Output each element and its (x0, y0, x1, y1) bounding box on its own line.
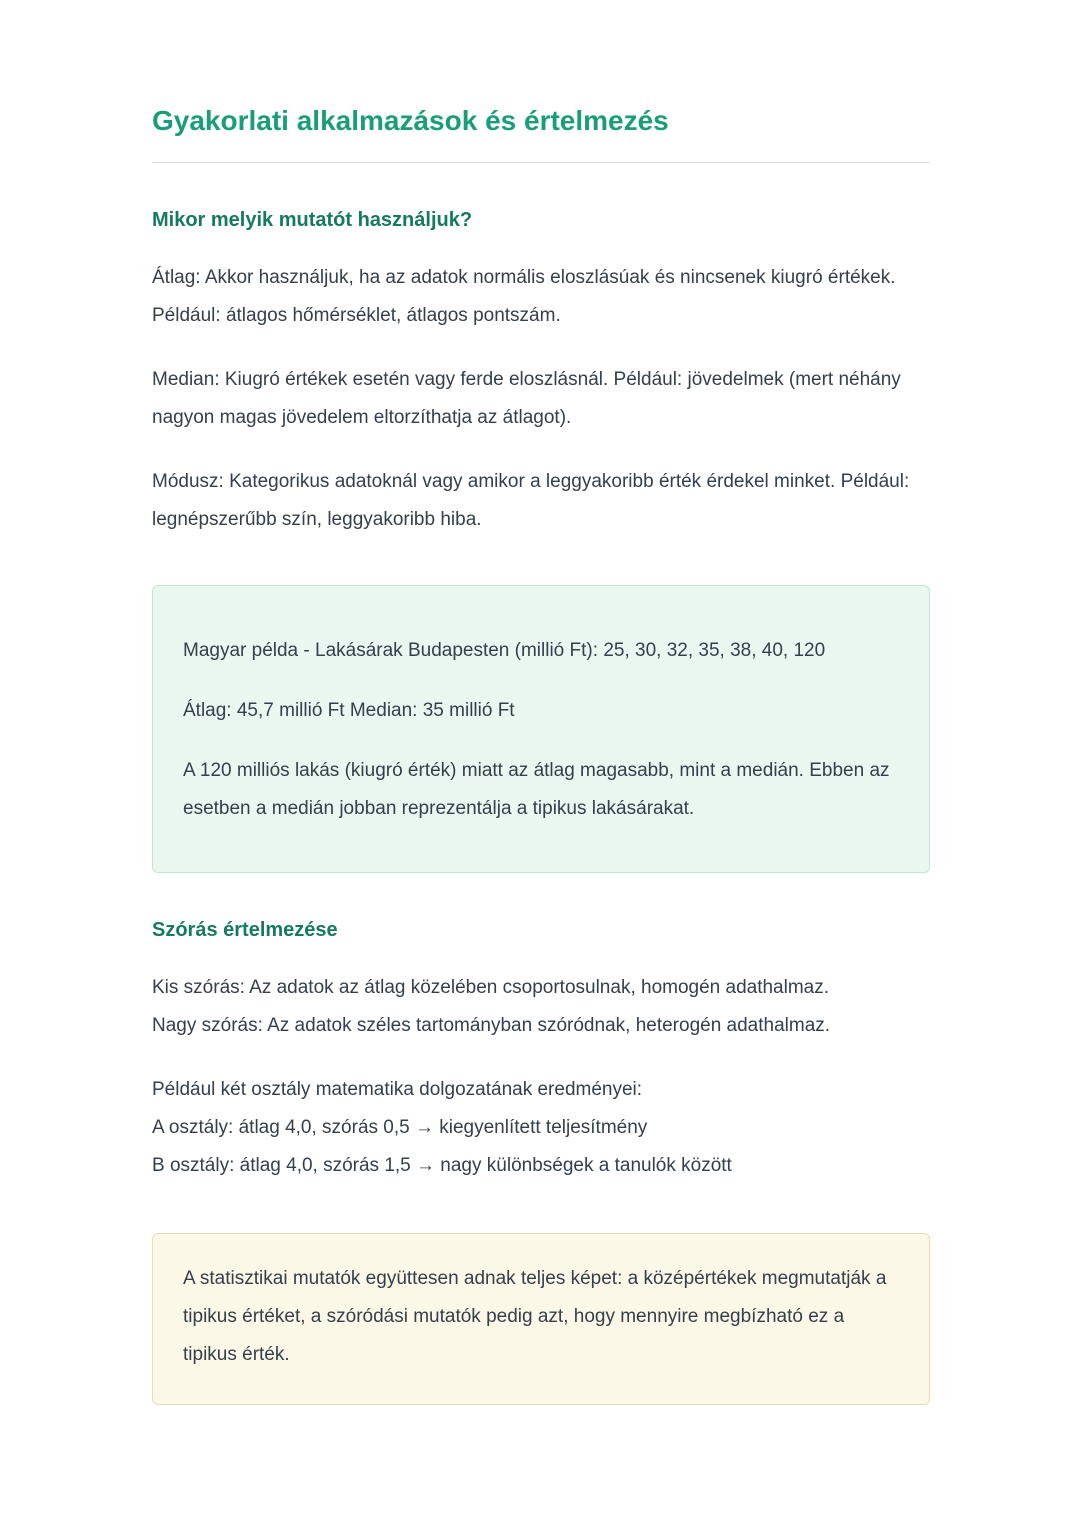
example-results (183, 692, 899, 730)
note-box (152, 1233, 930, 1405)
example-box (152, 585, 930, 873)
section-heading-usage: Mikor melyik mutatót használjuk? (152, 208, 473, 231)
pelda-intro-line: Például két osztály matematika dolgozatának eredményei: (152, 1078, 643, 1100)
nagy-szoras-line: Nagy szórás: Az adatok széles tartományban szóródnak, heterogén adathalmaz. (152, 1014, 831, 1036)
page-title: Gyakorlati alkalmazások és értelmezés (152, 105, 669, 136)
example-explanation-line-2: Ebben az esetben a medián jobban reprezentálja a tipikus lakásárakat. (183, 759, 890, 819)
example-explanation (183, 752, 899, 828)
paragraph-szoras-types (152, 969, 930, 1045)
a-osztaly-line: A osztály: átlag 4,0, szórás 0,5 → kiegyenlített teljesítmény (152, 1116, 648, 1138)
example-intro (183, 632, 899, 670)
example-explanation-line-1: A 120 milliós lakás (kiugró érték) miatt az átlag magasabb, mint a medián. (183, 759, 804, 781)
note-text: A statisztikai mutatók együttesen adnak teljes képet: a középértékek megmutatják a tipikus értéket, a szóródási mutatók pedig azt, hogy mennyire megbízható ez a tipikus érték. (183, 1267, 887, 1365)
example-median-line: Median: 35 millió Ft (349, 699, 515, 721)
paragraph-median: Median: Kiugró értékek esetén vagy ferde eloszlásnál. Például: jövedelmek (mert néhány nagyon magas jövedelem eltorzíthatja az átlagot). (152, 368, 901, 428)
example-atlag-line: Átlag: 45,7 millió Ft (183, 699, 345, 721)
example-values-line: 25, 30, 32, 35, 38, 40, 120 (603, 639, 826, 661)
paragraph-atlag: Átlag: Akkor használjuk, ha az adatok normális eloszlásúak és nincsenek kiugró értékek. Például: átlagos hőmérséklet, átlagos pontszám. (152, 266, 896, 326)
paragraph-osztaly-pelda (152, 1071, 930, 1185)
section-heading-szoras: Szórás értelmezése (152, 918, 338, 941)
example-title-line: Magyar példa - Lakásárak Budapesten (millió Ft): (183, 639, 599, 661)
b-osztaly-line: B osztály: átlag 4,0, szórás 1,5 → nagy különbségek a tanulók között (152, 1154, 732, 1176)
kis-szoras-line: Kis szórás: Az adatok az átlag közelében csoportosulnak, homogén adathalmaz. (152, 976, 830, 998)
paragraph-modusz: Módusz: Kategorikus adatoknál vagy amikor a leggyakoribb érték érdekel minket. Például: legnépszerűbb szín, leggyakoribb hiba. (152, 470, 910, 530)
title-divider (152, 162, 930, 163)
